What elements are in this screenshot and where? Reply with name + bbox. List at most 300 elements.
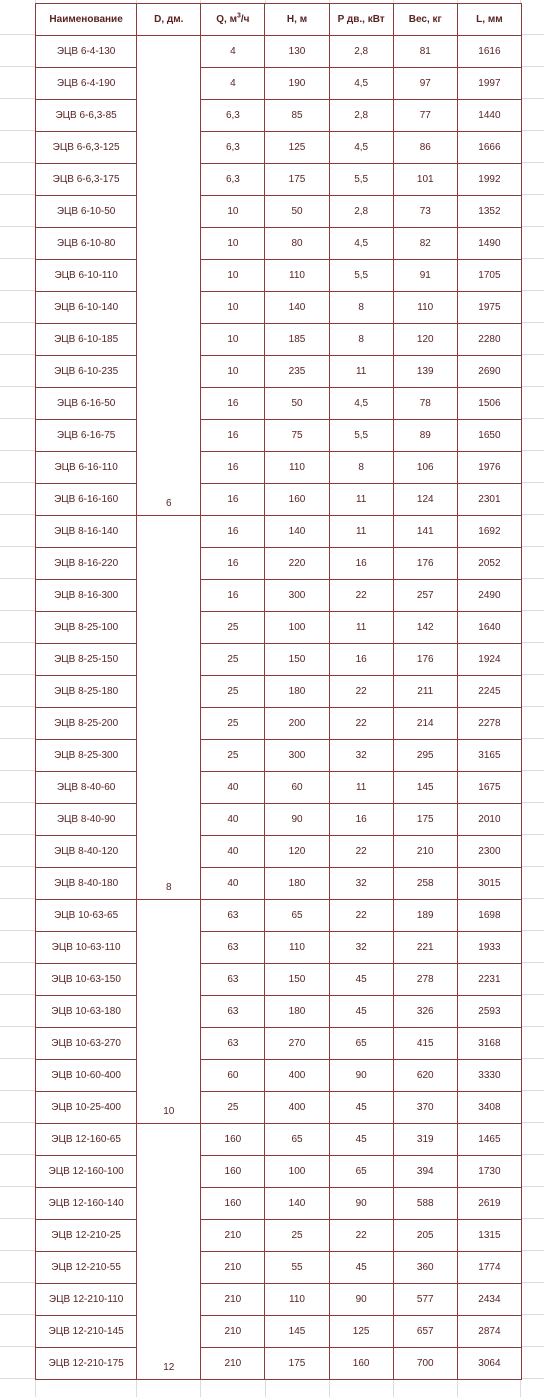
- cell-weight[interactable]: 700: [393, 1348, 457, 1380]
- cell-name[interactable]: ЭЦВ 8-40-120: [36, 836, 137, 868]
- cell-head[interactable]: 25: [265, 1220, 329, 1252]
- cell-weight[interactable]: 97: [393, 68, 457, 100]
- cell-flow[interactable]: 6,3: [201, 132, 265, 164]
- cell-power[interactable]: 90: [329, 1060, 393, 1092]
- cell-power[interactable]: 11: [329, 612, 393, 644]
- cell-name[interactable]: ЭЦВ 6-6,3-125: [36, 132, 137, 164]
- cell-flow[interactable]: 16: [201, 484, 265, 516]
- cell-length[interactable]: 1352: [457, 196, 521, 228]
- cell-name[interactable]: ЭЦВ 8-25-200: [36, 708, 137, 740]
- cell-flow[interactable]: 16: [201, 516, 265, 548]
- cell-head[interactable]: 220: [265, 548, 329, 580]
- cell-head[interactable]: 65: [265, 900, 329, 932]
- diameter-cell[interactable]: [137, 900, 201, 1124]
- cell-name[interactable]: ЭЦВ 8-25-150: [36, 644, 137, 676]
- cell-weight[interactable]: 577: [393, 1284, 457, 1316]
- cell-weight[interactable]: 82: [393, 228, 457, 260]
- diameter-value: 12: [163, 1362, 175, 1373]
- cell-head[interactable]: 100: [265, 1156, 329, 1188]
- cell-name[interactable]: ЭЦВ 8-40-60: [36, 772, 137, 804]
- cell-length[interactable]: 2010: [457, 804, 521, 836]
- cell-length[interactable]: 2593: [457, 996, 521, 1028]
- cell-flow[interactable]: 210: [201, 1284, 265, 1316]
- cell-head[interactable]: 160: [265, 484, 329, 516]
- cell-weight[interactable]: 145: [393, 772, 457, 804]
- header-weight[interactable]: Вес, кг: [393, 4, 457, 36]
- cell-head[interactable]: 140: [265, 516, 329, 548]
- cell-flow[interactable]: 10: [201, 196, 265, 228]
- cell-power[interactable]: 90: [329, 1188, 393, 1220]
- cell-head[interactable]: 140: [265, 1188, 329, 1220]
- cell-power[interactable]: 32: [329, 740, 393, 772]
- header-name[interactable]: Наименование: [36, 4, 137, 36]
- cell-flow[interactable]: 25: [201, 1092, 265, 1124]
- cell-head[interactable]: 150: [265, 964, 329, 996]
- cell-flow[interactable]: 4: [201, 36, 265, 68]
- cell-head[interactable]: 150: [265, 644, 329, 676]
- cell-head[interactable]: 65: [265, 1124, 329, 1156]
- cell-weight[interactable]: 415: [393, 1028, 457, 1060]
- cell-power[interactable]: 8: [329, 292, 393, 324]
- cell-weight[interactable]: 89: [393, 420, 457, 452]
- cell-length[interactable]: 1675: [457, 772, 521, 804]
- cell-name[interactable]: ЭЦВ 6-16-160: [36, 484, 137, 516]
- cell-length[interactable]: 1975: [457, 292, 521, 324]
- cell-power[interactable]: 2,8: [329, 196, 393, 228]
- cell-weight[interactable]: 278: [393, 964, 457, 996]
- cell-head[interactable]: 110: [265, 260, 329, 292]
- cell-power[interactable]: 4,5: [329, 228, 393, 260]
- cell-weight[interactable]: 106: [393, 452, 457, 484]
- cell-weight[interactable]: 110: [393, 292, 457, 324]
- cell-length[interactable]: 2280: [457, 324, 521, 356]
- cell-power[interactable]: 5,5: [329, 164, 393, 196]
- table-row: [36, 292, 522, 324]
- cell-power[interactable]: 5,5: [329, 420, 393, 452]
- cell-head[interactable]: 140: [265, 292, 329, 324]
- cell-weight[interactable]: 101: [393, 164, 457, 196]
- table-row: [36, 1124, 522, 1156]
- pump-spec-table: [35, 3, 522, 1380]
- cell-length[interactable]: 2052: [457, 548, 521, 580]
- cell-name[interactable]: ЭЦВ 8-40-90: [36, 804, 137, 836]
- cell-name[interactable]: ЭЦВ 10-63-180: [36, 996, 137, 1028]
- cell-length[interactable]: 1650: [457, 420, 521, 452]
- cell-length[interactable]: 1490: [457, 228, 521, 260]
- header-head[interactable]: H, м: [265, 4, 329, 36]
- diameter-value: 10: [163, 1106, 175, 1117]
- cell-head[interactable]: 175: [265, 1348, 329, 1380]
- cell-flow[interactable]: 40: [201, 836, 265, 868]
- cell-name[interactable]: ЭЦВ 10-63-150: [36, 964, 137, 996]
- table-row: [36, 1252, 522, 1284]
- cell-head[interactable]: 110: [265, 452, 329, 484]
- cell-head[interactable]: 270: [265, 1028, 329, 1060]
- cell-length[interactable]: 2278: [457, 708, 521, 740]
- cell-head[interactable]: 90: [265, 804, 329, 836]
- table-body: [36, 36, 522, 1380]
- cell-name[interactable]: ЭЦВ 12-210-175: [36, 1348, 137, 1380]
- cell-power[interactable]: 16: [329, 644, 393, 676]
- cell-power[interactable]: 32: [329, 932, 393, 964]
- table-row: [36, 1060, 522, 1092]
- table-row: [36, 420, 522, 452]
- cell-power[interactable]: 2,8: [329, 100, 393, 132]
- cell-length[interactable]: 1506: [457, 388, 521, 420]
- cell-weight[interactable]: 588: [393, 1188, 457, 1220]
- table-row: [36, 356, 522, 388]
- cell-head[interactable]: 190: [265, 68, 329, 100]
- cell-flow[interactable]: 63: [201, 932, 265, 964]
- cell-name[interactable]: ЭЦВ 10-63-110: [36, 932, 137, 964]
- cell-weight[interactable]: 620: [393, 1060, 457, 1092]
- cell-length[interactable]: 1730: [457, 1156, 521, 1188]
- table-row: [36, 1316, 522, 1348]
- table-row: [36, 772, 522, 804]
- cell-weight[interactable]: 319: [393, 1124, 457, 1156]
- cell-power[interactable]: 8: [329, 324, 393, 356]
- cell-length[interactable]: 1933: [457, 932, 521, 964]
- cell-weight[interactable]: 295: [393, 740, 457, 772]
- cell-power[interactable]: 45: [329, 1092, 393, 1124]
- cell-weight[interactable]: 258: [393, 868, 457, 900]
- cell-weight[interactable]: 175: [393, 804, 457, 836]
- cell-length[interactable]: 2619: [457, 1188, 521, 1220]
- cell-weight[interactable]: 176: [393, 644, 457, 676]
- cell-length[interactable]: 1616: [457, 36, 521, 68]
- cell-head[interactable]: 60: [265, 772, 329, 804]
- cell-flow[interactable]: 40: [201, 804, 265, 836]
- cell-flow[interactable]: 10: [201, 292, 265, 324]
- cell-power[interactable]: 45: [329, 1252, 393, 1284]
- cell-power[interactable]: 8: [329, 452, 393, 484]
- cell-power[interactable]: 11: [329, 516, 393, 548]
- cell-name[interactable]: ЭЦВ 10-60-400: [36, 1060, 137, 1092]
- cell-flow[interactable]: 6,3: [201, 164, 265, 196]
- cell-flow[interactable]: 25: [201, 644, 265, 676]
- cell-flow[interactable]: 210: [201, 1220, 265, 1252]
- cell-power[interactable]: 5,5: [329, 260, 393, 292]
- cell-flow[interactable]: 210: [201, 1316, 265, 1348]
- cell-power[interactable]: 4,5: [329, 388, 393, 420]
- cell-length[interactable]: 2690: [457, 356, 521, 388]
- table-row: [36, 260, 522, 292]
- cell-name[interactable]: ЭЦВ 8-25-180: [36, 676, 137, 708]
- header-length[interactable]: L, мм: [457, 4, 521, 36]
- cell-power[interactable]: 11: [329, 484, 393, 516]
- cell-head[interactable]: 80: [265, 228, 329, 260]
- cell-weight[interactable]: 86: [393, 132, 457, 164]
- cell-weight[interactable]: 360: [393, 1252, 457, 1284]
- header-flow[interactable]: [201, 4, 265, 36]
- cell-name[interactable]: ЭЦВ 6-4-130: [36, 36, 137, 68]
- cell-length[interactable]: 2231: [457, 964, 521, 996]
- cell-name[interactable]: ЭЦВ 6-10-50: [36, 196, 137, 228]
- cell-flow[interactable]: 16: [201, 420, 265, 452]
- cell-weight[interactable]: 210: [393, 836, 457, 868]
- cell-head[interactable]: 200: [265, 708, 329, 740]
- cell-flow[interactable]: 160: [201, 1124, 265, 1156]
- cell-power[interactable]: 22: [329, 708, 393, 740]
- cell-head[interactable]: 125: [265, 132, 329, 164]
- table-row: [36, 1092, 522, 1124]
- cell-flow[interactable]: 25: [201, 708, 265, 740]
- cell-head[interactable]: 400: [265, 1092, 329, 1124]
- cell-length[interactable]: 1924: [457, 644, 521, 676]
- table-row: [36, 1028, 522, 1060]
- cell-name[interactable]: ЭЦВ 6-16-75: [36, 420, 137, 452]
- cell-name[interactable]: ЭЦВ 12-160-100: [36, 1156, 137, 1188]
- cell-name[interactable]: ЭЦВ 12-160-140: [36, 1188, 137, 1220]
- cell-power[interactable]: 16: [329, 804, 393, 836]
- cell-weight[interactable]: 221: [393, 932, 457, 964]
- cell-name[interactable]: ЭЦВ 12-210-145: [36, 1316, 137, 1348]
- cell-power[interactable]: 11: [329, 772, 393, 804]
- cell-power[interactable]: 16: [329, 548, 393, 580]
- cell-flow[interactable]: 25: [201, 676, 265, 708]
- cell-length[interactable]: 2874: [457, 1316, 521, 1348]
- cell-name[interactable]: ЭЦВ 6-16-50: [36, 388, 137, 420]
- cell-flow[interactable]: 160: [201, 1156, 265, 1188]
- cell-name[interactable]: ЭЦВ 8-40-180: [36, 868, 137, 900]
- cell-name[interactable]: ЭЦВ 8-16-220: [36, 548, 137, 580]
- cell-power[interactable]: 65: [329, 1028, 393, 1060]
- cell-head[interactable]: 100: [265, 612, 329, 644]
- diameter-value: 8: [165, 882, 172, 893]
- cell-power[interactable]: 22: [329, 900, 393, 932]
- cell-length[interactable]: 1976: [457, 452, 521, 484]
- table-row: [36, 996, 522, 1028]
- cell-weight[interactable]: 124: [393, 484, 457, 516]
- table-row: [36, 1284, 522, 1316]
- cell-weight[interactable]: 120: [393, 324, 457, 356]
- cell-weight[interactable]: 657: [393, 1316, 457, 1348]
- cell-name[interactable]: ЭЦВ 6-10-110: [36, 260, 137, 292]
- cell-flow[interactable]: 25: [201, 612, 265, 644]
- cell-length[interactable]: 1698: [457, 900, 521, 932]
- cell-power[interactable]: 22: [329, 580, 393, 612]
- cell-power[interactable]: 22: [329, 836, 393, 868]
- cell-name[interactable]: ЭЦВ 6-10-140: [36, 292, 137, 324]
- cell-head[interactable]: 175: [265, 164, 329, 196]
- cell-length[interactable]: 1440: [457, 100, 521, 132]
- cell-head[interactable]: 130: [265, 36, 329, 68]
- cell-weight[interactable]: 370: [393, 1092, 457, 1124]
- table-row: [36, 36, 522, 68]
- cell-flow[interactable]: 160: [201, 1188, 265, 1220]
- cell-flow[interactable]: 10: [201, 324, 265, 356]
- cell-weight[interactable]: 205: [393, 1220, 457, 1252]
- cell-length[interactable]: 1692: [457, 516, 521, 548]
- cell-name[interactable]: ЭЦВ 6-4-190: [36, 68, 137, 100]
- diameter-cell[interactable]: [137, 36, 201, 516]
- cell-name[interactable]: ЭЦВ 12-160-65: [36, 1124, 137, 1156]
- cell-length[interactable]: 1997: [457, 68, 521, 100]
- diameter-cell[interactable]: [137, 1124, 201, 1380]
- header-power[interactable]: P дв., кВт: [329, 4, 393, 36]
- cell-power[interactable]: 125: [329, 1316, 393, 1348]
- cell-weight[interactable]: 77: [393, 100, 457, 132]
- cell-length[interactable]: 1774: [457, 1252, 521, 1284]
- cell-length[interactable]: 1705: [457, 260, 521, 292]
- cell-flow[interactable]: 40: [201, 772, 265, 804]
- cell-length[interactable]: 2245: [457, 676, 521, 708]
- cell-power[interactable]: 4,5: [329, 132, 393, 164]
- cell-head[interactable]: 110: [265, 1284, 329, 1316]
- cell-name[interactable]: ЭЦВ 6-6,3-175: [36, 164, 137, 196]
- cell-flow[interactable]: 6,3: [201, 100, 265, 132]
- cell-length[interactable]: 3015: [457, 868, 521, 900]
- cell-head[interactable]: 120: [265, 836, 329, 868]
- table-row: [36, 548, 522, 580]
- cell-name[interactable]: ЭЦВ 6-10-80: [36, 228, 137, 260]
- cell-length[interactable]: 3168: [457, 1028, 521, 1060]
- cell-flow[interactable]: 60: [201, 1060, 265, 1092]
- cell-name[interactable]: ЭЦВ 8-25-100: [36, 612, 137, 644]
- cell-name[interactable]: ЭЦВ 10-25-400: [36, 1092, 137, 1124]
- cell-flow[interactable]: 16: [201, 388, 265, 420]
- cell-weight[interactable]: 73: [393, 196, 457, 228]
- cell-power[interactable]: 32: [329, 868, 393, 900]
- cell-flow[interactable]: 63: [201, 1028, 265, 1060]
- cell-name[interactable]: ЭЦВ 12-210-55: [36, 1252, 137, 1284]
- cell-head[interactable]: 145: [265, 1316, 329, 1348]
- cell-name[interactable]: ЭЦВ 6-10-235: [36, 356, 137, 388]
- cell-head[interactable]: 185: [265, 324, 329, 356]
- cell-weight[interactable]: 257: [393, 580, 457, 612]
- table-row: [36, 1220, 522, 1252]
- table-row: [36, 452, 522, 484]
- cell-weight[interactable]: 142: [393, 612, 457, 644]
- header-flow-unit: Q, м: [216, 14, 237, 25]
- cell-power[interactable]: 22: [329, 1220, 393, 1252]
- table-row: [36, 164, 522, 196]
- cell-name[interactable]: ЭЦВ 6-16-110: [36, 452, 137, 484]
- cell-power[interactable]: 160: [329, 1348, 393, 1380]
- table-row: [36, 484, 522, 516]
- table-row: [36, 708, 522, 740]
- cell-name[interactable]: ЭЦВ 10-63-270: [36, 1028, 137, 1060]
- cell-head[interactable]: 50: [265, 196, 329, 228]
- cell-power[interactable]: 2,8: [329, 36, 393, 68]
- cell-power[interactable]: 45: [329, 964, 393, 996]
- table-row: [36, 900, 522, 932]
- cell-head[interactable]: 235: [265, 356, 329, 388]
- cell-length[interactable]: 3408: [457, 1092, 521, 1124]
- cell-head[interactable]: 180: [265, 868, 329, 900]
- cell-flow[interactable]: 40: [201, 868, 265, 900]
- cell-weight[interactable]: 141: [393, 516, 457, 548]
- cell-flow[interactable]: 4: [201, 68, 265, 100]
- cell-name[interactable]: ЭЦВ 12-210-25: [36, 1220, 137, 1252]
- cell-flow[interactable]: 63: [201, 996, 265, 1028]
- cell-head[interactable]: 110: [265, 932, 329, 964]
- header-diameter[interactable]: D, дм.: [137, 4, 201, 36]
- table-row: [36, 964, 522, 996]
- cell-head[interactable]: 400: [265, 1060, 329, 1092]
- cell-name[interactable]: ЭЦВ 6-6,3-85: [36, 100, 137, 132]
- cell-length[interactable]: 2434: [457, 1284, 521, 1316]
- cell-flow[interactable]: 210: [201, 1252, 265, 1284]
- cell-power[interactable]: 4,5: [329, 68, 393, 100]
- cell-length[interactable]: 1992: [457, 164, 521, 196]
- cell-power[interactable]: 11: [329, 356, 393, 388]
- header-flow-superscript: 3: [237, 12, 241, 20]
- cell-flow[interactable]: 16: [201, 580, 265, 612]
- cell-power[interactable]: 45: [329, 996, 393, 1028]
- cell-flow[interactable]: 16: [201, 452, 265, 484]
- cell-weight[interactable]: 326: [393, 996, 457, 1028]
- table-row: [36, 228, 522, 260]
- cell-length[interactable]: 1465: [457, 1124, 521, 1156]
- cell-power[interactable]: 22: [329, 676, 393, 708]
- cell-flow[interactable]: 25: [201, 740, 265, 772]
- cell-flow[interactable]: 10: [201, 260, 265, 292]
- cell-head[interactable]: 300: [265, 580, 329, 612]
- cell-length[interactable]: 3165: [457, 740, 521, 772]
- cell-flow[interactable]: 210: [201, 1348, 265, 1380]
- cell-flow[interactable]: 63: [201, 900, 265, 932]
- cell-length[interactable]: 1315: [457, 1220, 521, 1252]
- cell-head[interactable]: 180: [265, 676, 329, 708]
- cell-length[interactable]: 1640: [457, 612, 521, 644]
- cell-weight[interactable]: 176: [393, 548, 457, 580]
- cell-head[interactable]: 75: [265, 420, 329, 452]
- cell-head[interactable]: 180: [265, 996, 329, 1028]
- table-row: [36, 1188, 522, 1220]
- diameter-value: 6: [165, 498, 172, 509]
- cell-power[interactable]: 90: [329, 1284, 393, 1316]
- cell-weight[interactable]: 139: [393, 356, 457, 388]
- cell-name[interactable]: ЭЦВ 6-10-185: [36, 324, 137, 356]
- cell-weight[interactable]: 189: [393, 900, 457, 932]
- header-flow-suffix: /ч: [240, 14, 250, 25]
- cell-weight[interactable]: 91: [393, 260, 457, 292]
- cell-name[interactable]: ЭЦВ 10-63-65: [36, 900, 137, 932]
- cell-length[interactable]: 1666: [457, 132, 521, 164]
- cell-head[interactable]: 300: [265, 740, 329, 772]
- cell-head[interactable]: 50: [265, 388, 329, 420]
- table-row: [36, 324, 522, 356]
- cell-length[interactable]: 2490: [457, 580, 521, 612]
- cell-power[interactable]: 65: [329, 1156, 393, 1188]
- cell-weight[interactable]: 211: [393, 676, 457, 708]
- cell-weight[interactable]: 214: [393, 708, 457, 740]
- cell-head[interactable]: 85: [265, 100, 329, 132]
- cell-length[interactable]: 2300: [457, 836, 521, 868]
- cell-flow[interactable]: 10: [201, 356, 265, 388]
- cell-name[interactable]: ЭЦВ 12-210-110: [36, 1284, 137, 1316]
- cell-weight[interactable]: 81: [393, 36, 457, 68]
- cell-length[interactable]: 2301: [457, 484, 521, 516]
- cell-power[interactable]: 45: [329, 1124, 393, 1156]
- table-row: [36, 196, 522, 228]
- table-row: [36, 868, 522, 900]
- cell-name[interactable]: ЭЦВ 8-25-300: [36, 740, 137, 772]
- diameter-cell[interactable]: [137, 516, 201, 900]
- cell-weight[interactable]: 78: [393, 388, 457, 420]
- cell-weight[interactable]: 394: [393, 1156, 457, 1188]
- cell-length[interactable]: 3330: [457, 1060, 521, 1092]
- cell-flow[interactable]: 63: [201, 964, 265, 996]
- cell-flow[interactable]: 16: [201, 548, 265, 580]
- cell-length[interactable]: 3064: [457, 1348, 521, 1380]
- cell-flow[interactable]: 10: [201, 228, 265, 260]
- cell-head[interactable]: 55: [265, 1252, 329, 1284]
- cell-name[interactable]: ЭЦВ 8-16-140: [36, 516, 137, 548]
- cell-name[interactable]: ЭЦВ 8-16-300: [36, 580, 137, 612]
- table-row: [36, 132, 522, 164]
